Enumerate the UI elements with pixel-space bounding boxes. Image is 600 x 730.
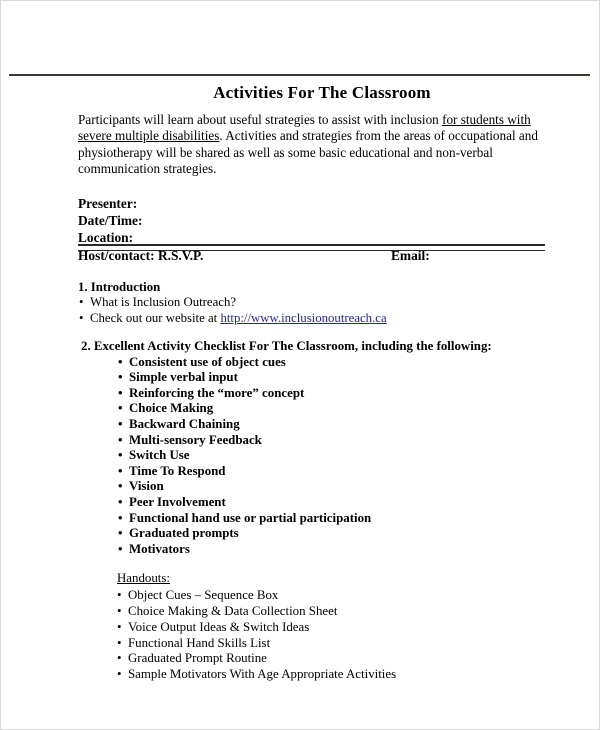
checklist-list — [78, 355, 548, 558]
list-item: • Graduated prompts — [118, 526, 548, 542]
list-item: • Voice Output Ideas & Switch Ideas — [117, 620, 548, 636]
list-item: • Simple verbal input — [118, 370, 548, 386]
handouts-section — [78, 571, 548, 683]
list-item — [78, 311, 548, 327]
datetime-label: Date/Time: — [78, 212, 143, 228]
list-item: • Choice Making — [118, 401, 548, 417]
info-row-presenter — [78, 195, 548, 212]
header-divider-rule — [9, 74, 590, 76]
inclusion-outreach-link[interactable]: http://www.inclusionoutreach.ca — [220, 311, 387, 325]
list-item: • Functional hand use or partial participation — [118, 511, 548, 527]
website-prefix-text: Check out our website at — [90, 311, 221, 325]
list-item: • Functional Hand Skills List — [117, 636, 548, 652]
list-item: • Motivators — [118, 542, 548, 558]
section-1-list — [78, 295, 548, 326]
page-title: Activities For The Classroom — [213, 83, 431, 102]
email-label: Email: — [391, 247, 430, 263]
list-item: • Graduated Prompt Routine — [117, 651, 548, 667]
section-1-heading: 1. Introduction — [78, 279, 161, 294]
section-activity-checklist — [78, 339, 548, 558]
list-item: • Vision — [118, 479, 548, 495]
list-item: • Peer Involvement — [118, 495, 548, 511]
document-content — [78, 83, 548, 683]
handouts-heading: Handouts: — [117, 571, 170, 586]
list-item: • Object Cues – Sequence Box — [117, 588, 548, 604]
presenter-label: Presenter: — [78, 195, 138, 211]
intro-text-before: Participants will learn about useful strategies to assist with inclusion — [78, 112, 443, 127]
list-item: • Sample Motivators With Age Appropriate Activities — [117, 667, 548, 683]
event-info-block — [78, 195, 548, 264]
list-item: • Consistent use of object cues — [118, 355, 548, 371]
handouts-list — [117, 588, 548, 683]
list-item: • Backward Chaining — [118, 417, 548, 433]
list-item: • Choice Making & Data Collection Sheet — [117, 604, 548, 620]
intro-text-after: . Activities and strategies from the areas of occupational and physiotherapy will be shared as well as some basic educational and non-verbal communication strategies. — [78, 128, 538, 177]
intro-text-underlined: for students with severe multiple disabilities — [78, 112, 531, 144]
info-block-divider-rule — [78, 244, 545, 251]
location-label: Location: — [78, 230, 134, 246]
intro-question-text: What is Inclusion Outreach? — [90, 295, 237, 310]
list-item: • Time To Respond — [118, 464, 548, 480]
list-item: • Reinforcing the “more” concept — [118, 386, 548, 402]
intro-paragraph — [78, 112, 548, 178]
list-item: • Multi-sensory Feedback — [118, 433, 548, 449]
info-row-datetime — [78, 212, 548, 229]
list-item: • Switch Use — [118, 448, 548, 464]
section-introduction — [78, 280, 548, 327]
host-contact-label: Host/contact: R.S.V.P. — [78, 247, 204, 263]
section-2-heading: 2. Excellent Activity Checklist For The Classroom, including the following: — [81, 338, 492, 353]
list-item — [78, 295, 548, 311]
